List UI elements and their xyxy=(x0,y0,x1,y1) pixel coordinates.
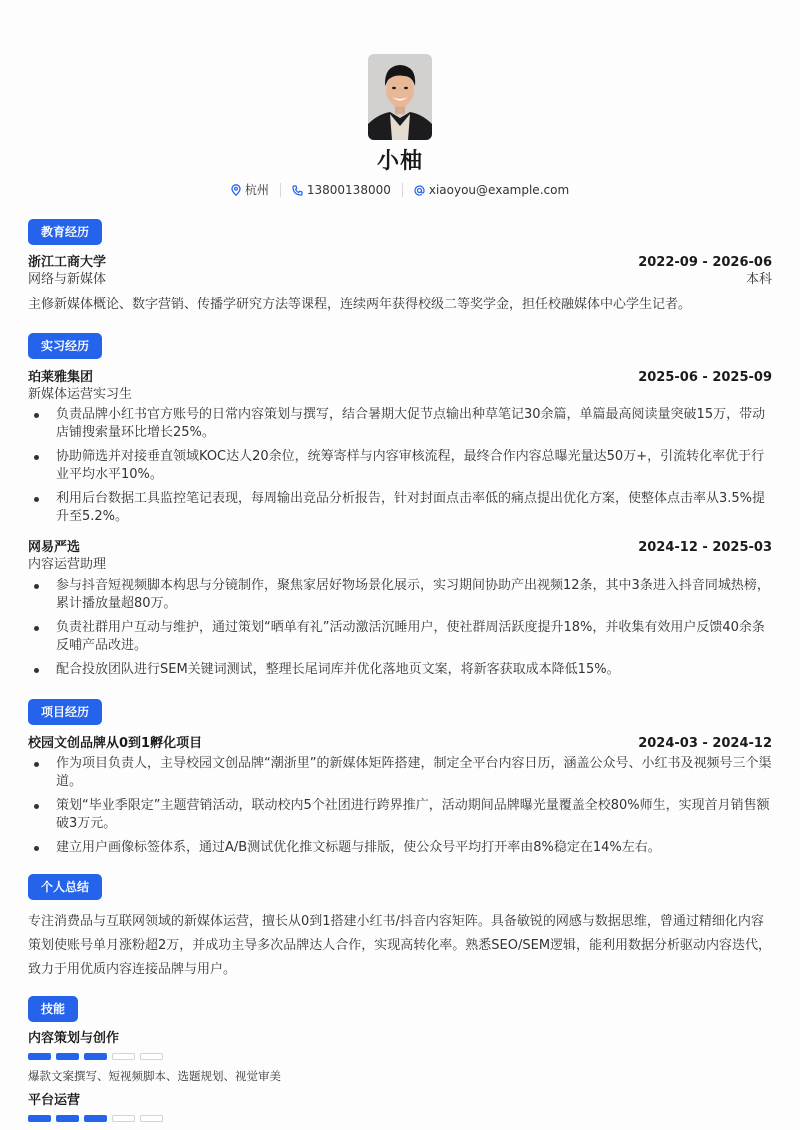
education-subrow xyxy=(28,271,772,289)
location-text: 杭州 xyxy=(244,183,269,197)
internship-bullets xyxy=(28,577,772,685)
job-role: 新媒体运营实习生 xyxy=(28,387,133,402)
section-title-skills: 技能 xyxy=(28,996,78,1022)
bullet-item: 策划“毕业季限定”主题营销活动，联动校内5个社团进行跨界推广，活动期间品牌曝光量覆盖全校80%师生，实现首月销售额破3万元。 xyxy=(28,797,772,833)
degree: 本科 xyxy=(745,272,772,287)
bullet-item: 负责品牌小红书官方账号的日常内容策划与撰写，结合暑期大促节点输出种草笔记30余篇，单篇最高阅读量突破15万，带动店铺搜索量环比增长25%。 xyxy=(28,406,772,442)
summary-text: 专注消费品与互联网领域的新媒体运营，擅长从0到1搭建小红书/抖音内容矩阵。具备敏锐的网感与数据思维，曾通过精细化内容策划使账号单月涨粉超2万，并成功主导多次品牌达人合作，实现高转化率。熟悉SEO/SEM逻辑，能利用数据分析驱动内容迭代，致力于用优质内容连接品牌与用户。 xyxy=(28,914,772,977)
skill-description: 爆款文案撰写、短视频脚本、选题规划、视觉审美 xyxy=(28,1069,281,1083)
level-pip-empty xyxy=(140,1115,163,1122)
section-title-education: 教育经历 xyxy=(28,219,102,245)
candidate-name: 小柚 xyxy=(376,149,423,174)
section-title-internship: 实习经历 xyxy=(28,333,102,359)
skill-level-bar xyxy=(28,1053,163,1060)
level-pip-filled xyxy=(56,1053,79,1060)
divider xyxy=(280,183,281,197)
level-pip-filled xyxy=(56,1115,79,1122)
education-row xyxy=(28,254,772,272)
level-pip-empty xyxy=(112,1115,135,1122)
bullet-item: 作为项目负责人，主导校园文创品牌“潮浙里”的新媒体矩阵搭建，制定全平台内容日历，涵盖公众号、小红书及视频号三个渠道。 xyxy=(28,755,772,791)
internship-role-row xyxy=(28,386,772,404)
internship-row xyxy=(28,369,772,387)
avatar xyxy=(368,54,432,140)
skill-name: 平台运营 xyxy=(28,1093,81,1108)
bullet-item: 建立用户画像标签体系，通过A/B测试优化推文标题与排版，使公众号平均打开率由8%稳定在14%左右。 xyxy=(28,839,772,857)
school-name: 浙江工商大学 xyxy=(28,255,107,270)
company-name: 网易严选 xyxy=(28,540,81,555)
contact-email xyxy=(414,182,569,198)
level-pip-filled xyxy=(28,1053,51,1060)
major: 网络与新媒体 xyxy=(28,272,107,287)
contact-info xyxy=(0,182,800,198)
bullet-item: 利用后台数据工具监控笔记表现，每周输出竞品分析报告，针对封面点击率低的痛点提出优化方案，使整体点击率从3.5%提升至5.2%。 xyxy=(28,490,772,526)
internship-role-row xyxy=(28,556,772,574)
education-period: 2022-09 - 2026-06 xyxy=(638,255,772,270)
skill-level-bar xyxy=(28,1115,163,1122)
internship-row xyxy=(28,539,772,557)
internship-bullets xyxy=(28,406,772,532)
portrait-image xyxy=(368,54,432,140)
phone-icon xyxy=(292,185,303,196)
contact-location xyxy=(231,182,269,198)
internship-period: 2025-06 - 2025-09 xyxy=(638,370,772,385)
contact-phone xyxy=(292,182,391,198)
company-name: 珀莱雅集团 xyxy=(28,370,94,385)
section-title-summary: 个人总结 xyxy=(28,874,102,900)
skill-name: 内容策划与创作 xyxy=(28,1031,120,1046)
project-period: 2024-03 - 2024-12 xyxy=(638,736,772,751)
project-name: 校园文创品牌从0到1孵化项目 xyxy=(28,736,203,751)
project-row xyxy=(28,735,772,753)
project-bullets xyxy=(28,755,772,863)
level-pip-filled xyxy=(28,1115,51,1122)
bullet-item: 负责社群用户互动与维护，通过策划“晒单有礼”活动激活沉睡用户，使社群周活跃度提升18%，并收集有效用户反馈40余条反哺产品改进。 xyxy=(28,619,772,655)
level-pip-filled xyxy=(84,1053,107,1060)
education-description: 主修新媒体概论、数字营销、传播学研究方法等课程，连续两年获得校级二等奖学金，担任校融媒体中心学生记者。 xyxy=(28,297,692,312)
phone-text: 13800138000 xyxy=(306,183,391,197)
divider xyxy=(402,183,403,197)
job-role: 内容运营助理 xyxy=(28,557,107,572)
internship-period: 2024-12 - 2025-03 xyxy=(638,540,772,555)
email-text: xiaoyou@example.com xyxy=(428,183,570,197)
level-pip-filled xyxy=(84,1115,107,1122)
bullet-item: 参与抖音短视频脚本构思与分镜制作，聚焦家居好物场景化展示，实习期间协助产出视频12条，其中3条进入抖音同城热榜，累计播放量超80万。 xyxy=(28,577,772,613)
bullet-item: 配合投放团队进行SEM关键词测试，整理长尾词库并优化落地页文案，将新客获取成本降低15%。 xyxy=(28,661,772,679)
level-pip-empty xyxy=(140,1053,163,1060)
map-pin-icon xyxy=(231,184,241,196)
bullet-item: 协助筛选并对接垂直领域KOC达人20余位，统筹寄样与内容审核流程，最终合作内容总曝光量达50万+，引流转化率优于行业平均水平10%。 xyxy=(28,448,772,484)
profile-header xyxy=(0,54,800,198)
at-sign-icon xyxy=(414,185,425,196)
section-title-projects: 项目经历 xyxy=(28,699,102,725)
level-pip-empty xyxy=(112,1053,135,1060)
